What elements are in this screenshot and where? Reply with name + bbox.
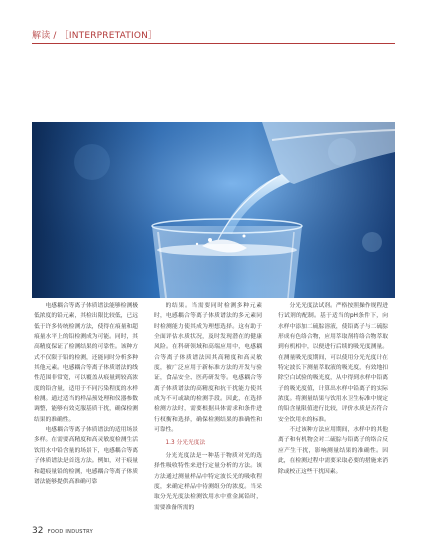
- section-header: [32, 28, 157, 41]
- section-label-cn: 解读: [32, 31, 51, 41]
- header-rule: [32, 43, 395, 44]
- publication-name: FOOD INDUSTRY: [47, 529, 93, 535]
- paragraph: 电感耦合等离子体质谱法的适用场景多样。在需要高精度和高灵敏度检测生活饮用水中铅含量的场景下，电感耦合等离子体质谱法是首选方法。例如，对于痕量和超痕量铅的检测，电感耦合等离子体质谱法能够提供高准确可靠: [34, 427, 138, 485]
- page-footer: [32, 526, 93, 536]
- paragraph: 电感耦合等离子体质谱法能够检测极低浓度的铅元素，其检出限比较低，已远低于许多传统检测方法，使得在痕量和超痕量水平上的铅检测成为可能。同时，其高精度保证了检测结果的可靠性。该种方式不仅限于铅的检测，还能同时分析多种其他元素。电感耦合等离子体质谱法的线性范围非常宽，可以覆盖从痕量到较高浓度的铅含量，适用于不同污染程度的水样检测。通过适当的样品预处理和仪器参数调整，能够有效克服基质干扰，确保检测结果的准确性。: [34, 303, 138, 423]
- article-column-3: [278, 301, 388, 477]
- page-number: 32: [32, 526, 44, 536]
- header-separator: /: [53, 31, 57, 41]
- article-column-2: [154, 301, 262, 513]
- section-label-en: ［INTERPRETATION］: [59, 31, 158, 41]
- article-column-1: [34, 301, 138, 487]
- paragraph: 分光光度法试剂。严格按照操作规程进行试剂的配制。基于适当的pH条件下，向水样中添加二硫腙溶液，使铅离子与二硫腙形成有色络合物，应用萃取剂将络合物萃取到有机相中，以便进行后续的吸光度测量。在测量吸光度期间，可以使用分光光度计在特定波长下测量萃取液的吸光度，有效地扣除空白试验的吸光度，从中得到水样中铅离子的吸光度值，计算出水样中铅离子的实际浓度。将测量结果与饮用水卫生标准中规定的铅含量限值进行比较，评价水质是否符合安全饮用水的标准。: [278, 303, 388, 423]
- paragraph: 的结果。当需要同时检测多种元素时，电感耦合等离子体质谱法的多元素同时检测能力使其成为理想选择。这有助于全面评估水质状况，及时发现潜在的健康风险。在科研领域和高端应用中，电感耦合等离子体质谱法因其高精度和高灵敏度，被广泛应用于新标准方法的开发与验证，食品安全、医药研发等。电感耦合等离子体质谱法的高精度和抗干扰能力使其成为不可或缺的检测手段。因此，在选择检测方法时，需要根据具体需求和条件进行权衡和选择，确保检测结果的准确性和可靠性。: [154, 303, 262, 434]
- water-pouring-into-glass-photo: [32, 122, 395, 298]
- paragraph: 不过该种方法应用期间，水样中的其他离子和有机物会对二硫腙与铅离子的络合反应产生干扰，影响测量结果的准确性。因此，在检测过程中需要采取必要的措施来消除或校正这些干扰因素。: [278, 427, 388, 475]
- subsection-heading: 1.3 分光光度法: [165, 440, 206, 447]
- paragraph: 分光光度法是一种基于物质对光的选择性吸收特性来进行定量分析的方法。该方法通过测量样品中特定波长光的吸收程度，来确定样品中待测组分的浓度。当采取分光光度法检测饮用水中重金属铅时，需要准备所需的: [154, 452, 262, 511]
